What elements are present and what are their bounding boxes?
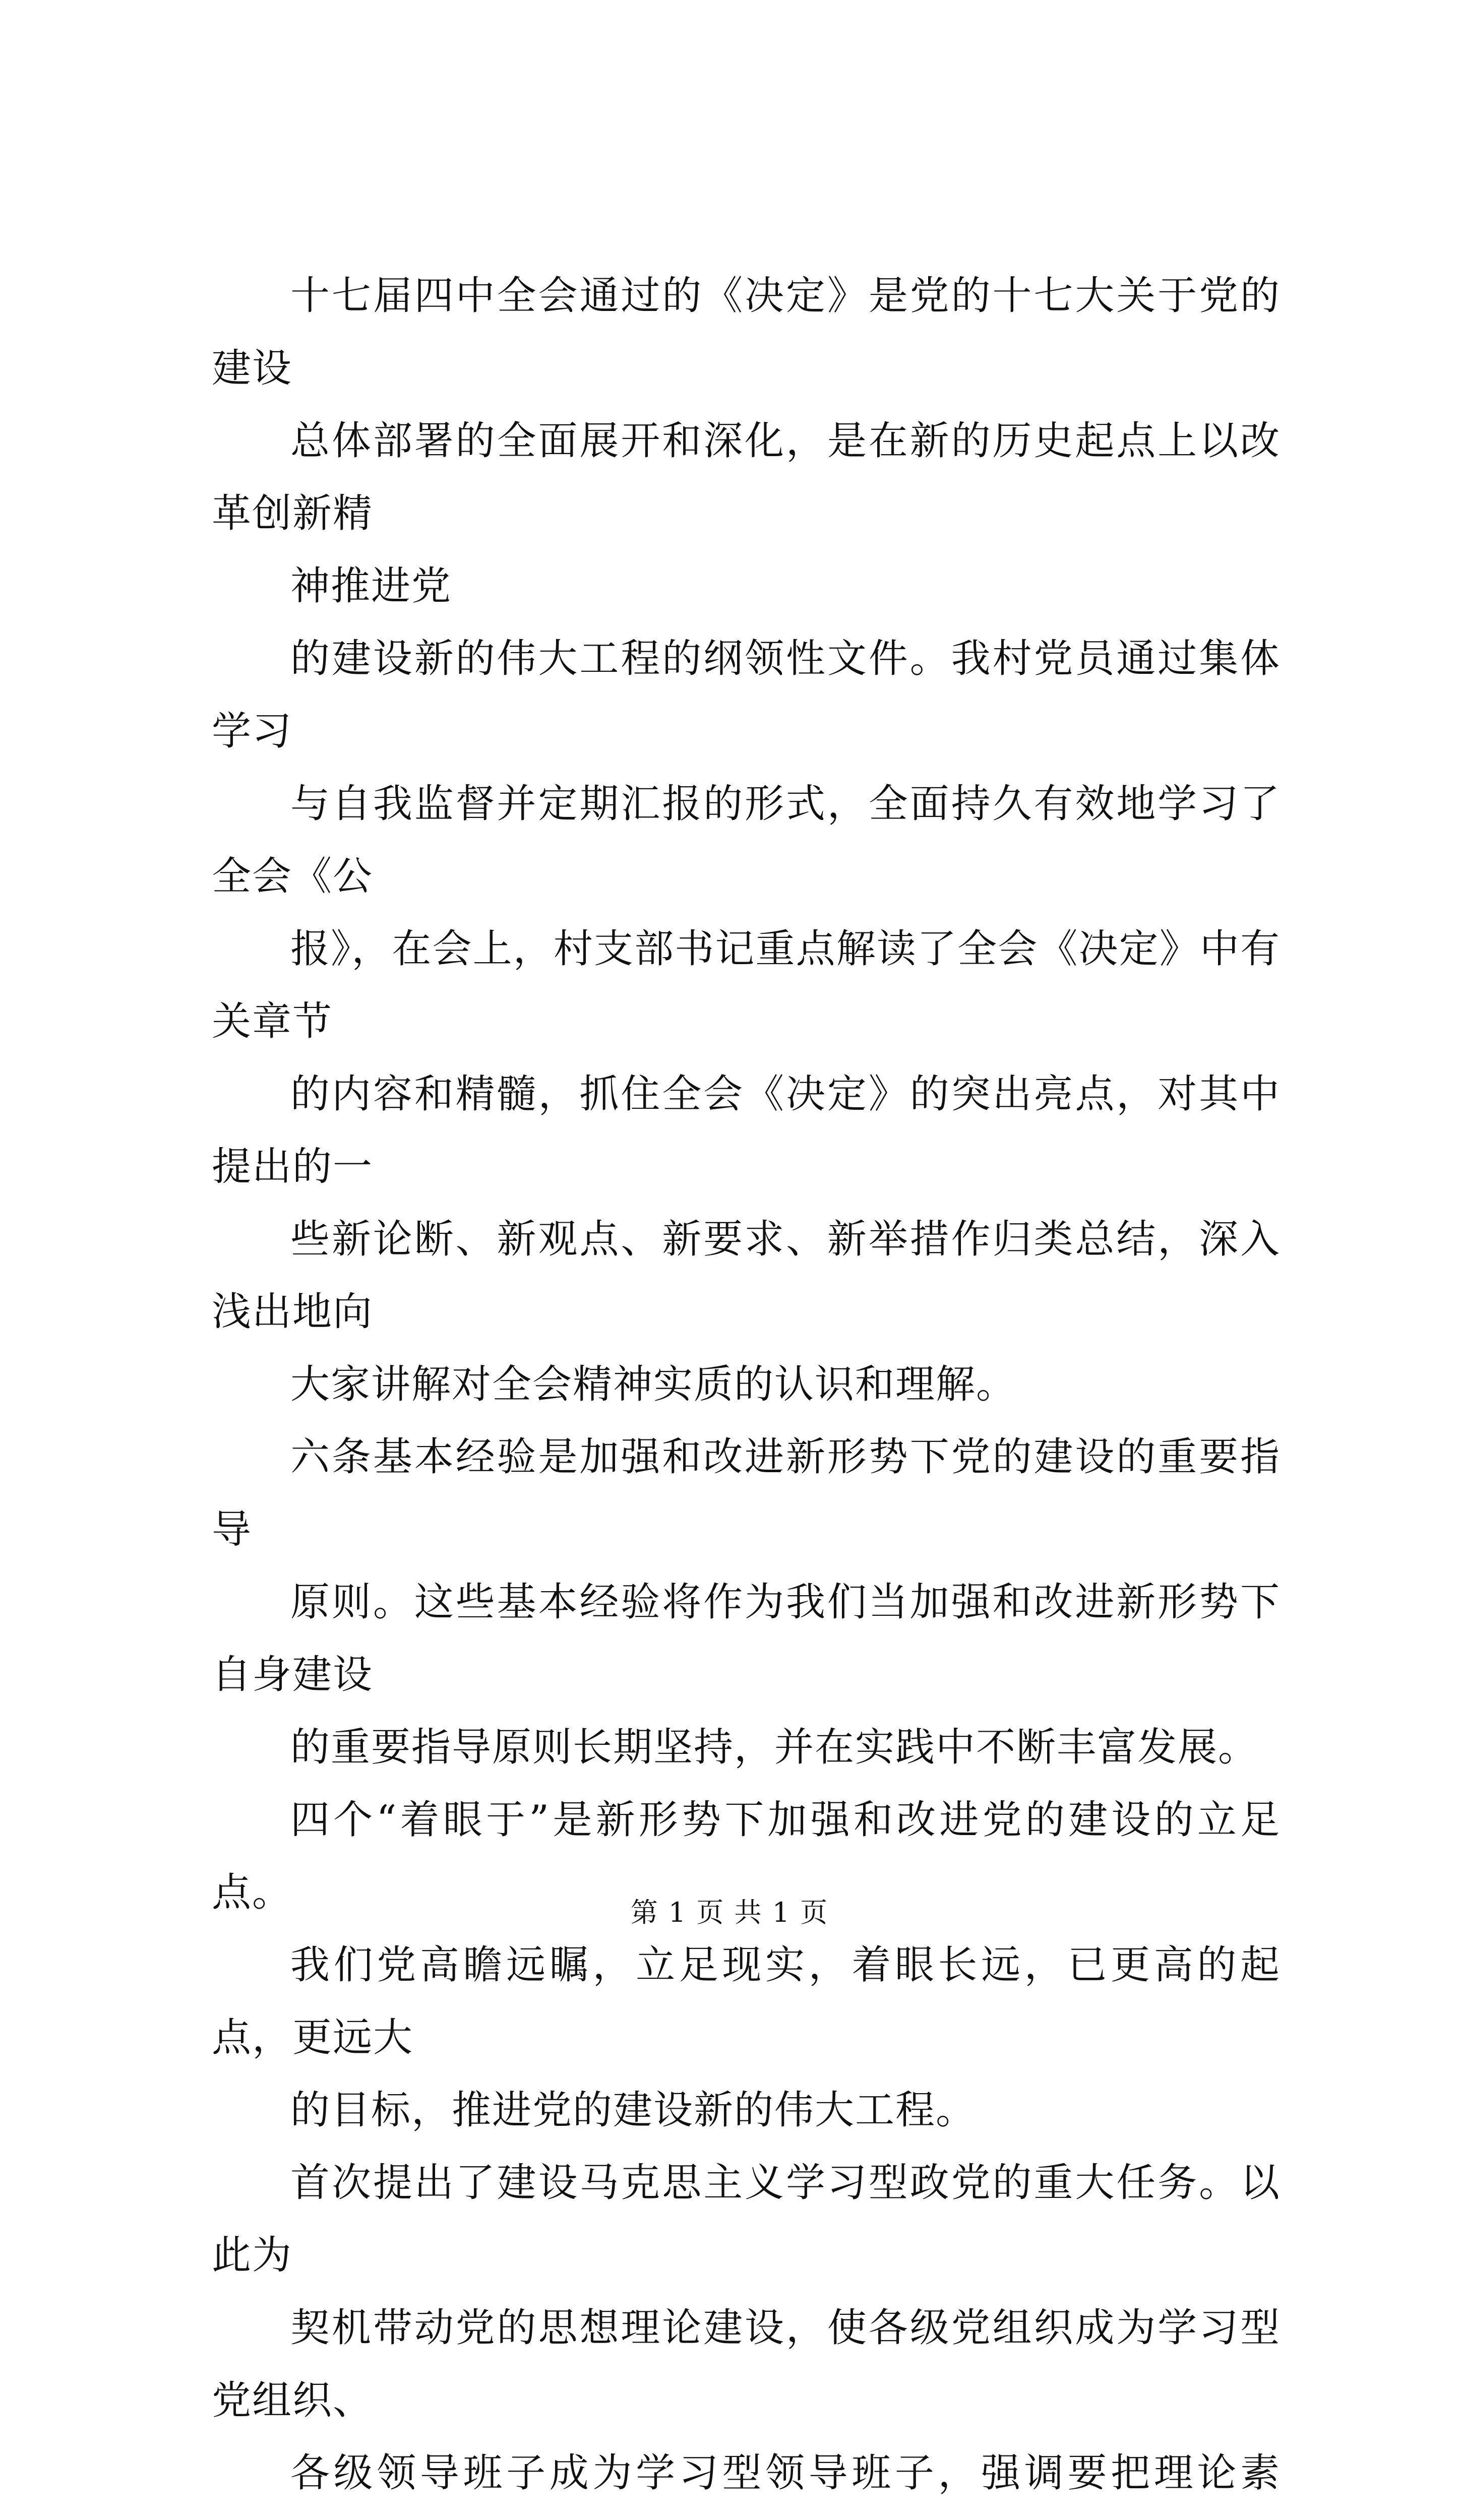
text-line: 首次提出了建设马克思主义学习型政党的重大任务。以此为 [212, 2160, 1281, 2278]
paragraph-4 [212, 1784, 1281, 2147]
paragraph-2 [212, 622, 1281, 1421]
paragraph-5 [212, 2147, 1281, 2520]
text-line: 六条基本经验是加强和改进新形势下党的建设的重要指导 [212, 1434, 1281, 1552]
text-line: 些新论断、新观点、新要求、新举措作归类总结，深入浅出地向 [212, 1217, 1281, 1335]
page-number-label: 第 1 页 共 1 页 [630, 1897, 829, 1928]
text-line: 的内容和精髓，抓住全会《决定》的突出亮点，对其中提出的一 [212, 1072, 1281, 1189]
text-line: 契机带动党的思想理论建设，使各级党组织成为学习型党组织、 [212, 2305, 1281, 2423]
page-footer [0, 1895, 1459, 1930]
text-line: 我们党高瞻远瞩，立足现实，着眼长远，已更高的起点，更远大 [212, 1942, 1281, 2060]
text-line: 神推进党 [290, 563, 452, 609]
text-line: 十七届四中全会通过的《决定》是党的十七大关于党的建设 [212, 273, 1281, 391]
text-line: 的建设新的伟大工程的纲领性文件。我村党员通过集体学习 [212, 636, 1281, 754]
text-line: 大家讲解对全会精神实质的认识和理解。 [290, 1362, 1017, 1407]
document-body [212, 260, 1281, 2520]
paragraph-3 [212, 1421, 1281, 1784]
text-line: 总体部署的全面展开和深化，是在新的历史起点上以改革创新精 [212, 418, 1281, 536]
paragraph-1 [212, 260, 1281, 622]
text-line: 报》，在会上，村支部书记重点解读了全会《决定》中有关章节 [212, 926, 1281, 1044]
text-line: 原则。这些基本经验将作为我们当加强和改进新形势下自身建设 [212, 1580, 1281, 1697]
text-line: 的重要指导原则长期坚持，并在实践中不断丰富发展。 [290, 1725, 1259, 1770]
text-line: 的目标，推进党的建设新的伟大工程。 [290, 2088, 977, 2133]
text-line: 与自我监督并定期汇报的形式，全面持久有效地学习了全会《公 [212, 781, 1281, 899]
text-line: 各级领导班子成为学习型领导班子，强调要把理论素 [290, 2450, 1281, 2496]
text-line: 四个“着眼于”是新形势下加强和改进党的建设的立足点。 [212, 1797, 1281, 1915]
